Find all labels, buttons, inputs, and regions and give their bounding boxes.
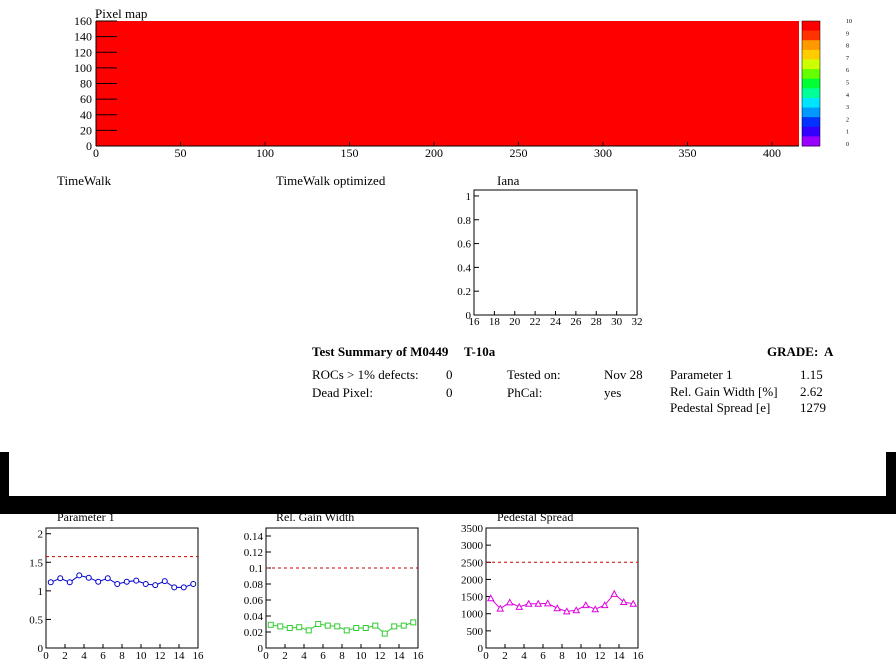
- grade-label: GRADE:: [767, 344, 819, 359]
- palette-swatch: [802, 79, 820, 89]
- pedestal-y-tick-label: 1500: [461, 591, 483, 604]
- gain-point: [268, 622, 273, 627]
- gain-point: [363, 626, 368, 631]
- timewalk-optimized-title: TimeWalk optimized: [276, 173, 386, 188]
- palette-swatch: [802, 98, 820, 108]
- gain-y-tick-label: 0.02: [243, 627, 263, 639]
- gain-point: [287, 626, 292, 631]
- pedestal-y-tick-label: 1000: [461, 608, 483, 621]
- pedestal-y-tick-label: 500: [466, 625, 483, 638]
- pixel-map-x-tick-label: 400: [762, 146, 781, 160]
- gain-point: [316, 622, 321, 627]
- palette-label: 2: [846, 117, 849, 124]
- pixel-map-x-tick-label: 100: [255, 146, 274, 160]
- summary-title: Test Summary of M0449: [312, 344, 449, 359]
- pixel-map-fill: [96, 21, 799, 146]
- iana-x-tick-label: 18: [488, 316, 500, 328]
- pixel-map-y-tick-label: 120: [74, 45, 92, 60]
- iana-chart: [455, 185, 655, 330]
- palette-swatch: [802, 88, 820, 98]
- grade-value: A: [824, 344, 834, 359]
- pedestal-x-tick-label: 6: [540, 650, 546, 662]
- palette-label: 7: [846, 55, 849, 62]
- gain-width-label: Rel. Gain Width [%]: [670, 384, 778, 399]
- gain-x-tick-label: 0: [263, 650, 269, 662]
- iana-x-tick-label: 22: [529, 316, 541, 328]
- gain-point: [335, 624, 340, 629]
- palette-swatch: [802, 31, 820, 41]
- palette-label: 3: [846, 105, 849, 112]
- gain-x-tick-label: 8: [339, 650, 345, 662]
- iana-x-tick-label: 16: [468, 316, 480, 328]
- palette-label: 9: [846, 31, 849, 38]
- separator-band: [0, 452, 896, 514]
- iana-y-tick-label: 0.2: [457, 286, 471, 299]
- param1-x-tick-label: 12: [154, 650, 166, 662]
- gain-point: [382, 631, 387, 636]
- pedestal-x-tick-label: 8: [559, 650, 565, 662]
- param1-x-tick-label: 14: [173, 650, 185, 662]
- summary-test: T-10a: [464, 344, 496, 359]
- gain-y-tick-label: 0.06: [243, 595, 263, 607]
- pedestal-plot: [450, 520, 650, 670]
- pedestal-spread-value: 1279: [800, 400, 826, 415]
- param1-x-tick-label: 2: [62, 650, 68, 662]
- pixel-map-x-tick-label: 250: [509, 146, 528, 160]
- iana-y-tick-label: 0: [465, 310, 471, 322]
- pedestal-frame: [486, 528, 638, 648]
- param1-point: [143, 582, 148, 587]
- pixel-map-x-tick-label: 300: [593, 146, 612, 160]
- pixel-map-x-tick-label: 50: [174, 146, 187, 160]
- gain-y-tick-label: 0.1: [249, 563, 263, 575]
- dead-pixel-label: Dead Pixel:: [312, 385, 374, 400]
- iana-x-tick-label: 24: [550, 316, 561, 328]
- param1-point: [172, 585, 177, 590]
- param1-x-tick-label: 8: [119, 650, 125, 662]
- gain-x-tick-label: 16: [412, 650, 424, 662]
- dead-pixel-value: 0: [446, 385, 453, 400]
- param1-point: [105, 576, 110, 581]
- iana-y-tick-label: 0.8: [457, 214, 471, 227]
- iana-x-tick-label: 30: [611, 316, 623, 328]
- param1-x-tick-label: 10: [135, 650, 147, 662]
- gain-width-value: 2.62: [800, 384, 823, 399]
- gain-point: [401, 623, 406, 628]
- param1-y-tick-label: 1: [37, 585, 43, 598]
- pixel-map-y-tick-label: 160: [74, 14, 92, 28]
- iana-title: Iana: [497, 173, 520, 188]
- param1-y-tick-label: 2: [37, 528, 43, 541]
- gain-y-tick-label: 0.12: [243, 547, 263, 559]
- pixel-map-y-tick-label: 20: [80, 123, 92, 138]
- gain-x-tick-label: 12: [374, 650, 386, 662]
- param1-value: 1.15: [800, 367, 823, 382]
- pedestal-x-tick-label: 14: [613, 650, 625, 662]
- palette-label: 8: [846, 43, 849, 50]
- pedestal-y-tick-label: 2500: [461, 557, 483, 570]
- param1-point: [124, 579, 129, 584]
- palette-swatch: [802, 108, 820, 118]
- pedestal-plot-title: Pedestal Spread: [497, 510, 574, 524]
- pixel-map-y-tick-label: 80: [80, 76, 92, 91]
- palette-swatch: [802, 117, 820, 127]
- pedestal-y-tick-label: 2000: [461, 574, 483, 587]
- param1-point: [134, 578, 139, 583]
- palette-label: 6: [846, 68, 849, 75]
- param1-point: [58, 576, 63, 581]
- param1-point: [191, 582, 196, 587]
- pixel-map-chart: [0, 0, 896, 165]
- gain-x-tick-label: 6: [320, 650, 326, 662]
- separator-band-inner: [9, 452, 886, 496]
- rocs-value: 0: [446, 367, 453, 382]
- pedestal-x-tick-label: 16: [632, 650, 644, 662]
- pedestal-x-tick-label: 2: [502, 650, 508, 662]
- gain-plot-title: Rel. Gain Width: [276, 510, 355, 524]
- param1-label: Parameter 1: [670, 367, 733, 382]
- param1-point: [115, 582, 120, 587]
- phcal-label: PhCal:: [507, 385, 543, 400]
- pedestal-x-tick-label: 0: [483, 650, 489, 662]
- iana-x-tick-label: 20: [509, 316, 521, 328]
- gain-x-tick-label: 14: [393, 650, 405, 662]
- gain-point: [297, 625, 302, 630]
- palette-swatch: [802, 21, 820, 31]
- gain-point: [344, 628, 349, 633]
- tested-on-label: Tested on:: [507, 367, 561, 382]
- gain-point: [278, 624, 283, 629]
- timewalk-title: TimeWalk: [57, 173, 112, 188]
- palette-swatch: [802, 40, 820, 50]
- pixel-map-y-tick-label: 0: [86, 139, 92, 153]
- iana-y-tick-label: 0.6: [457, 238, 471, 251]
- param1-x-tick-label: 4: [81, 650, 87, 662]
- gain-point: [306, 628, 311, 633]
- gain-point: [411, 620, 416, 625]
- param1-point: [153, 583, 158, 588]
- param1-x-tick-label: 6: [100, 650, 106, 662]
- gain-point: [354, 626, 359, 631]
- gain-x-tick-label: 10: [355, 650, 367, 662]
- palette-label: 5: [846, 80, 849, 87]
- palette-label: 1: [846, 129, 849, 136]
- pedestal-spread-label: Pedestal Spread [e]: [670, 400, 771, 415]
- gain-plot: [230, 520, 430, 670]
- iana-y-tick-label: 1: [465, 190, 471, 203]
- param1-point: [181, 585, 186, 590]
- tested-on-value: Nov 28: [604, 367, 643, 382]
- pixel-map-x-tick-label: 200: [424, 146, 443, 160]
- pixel-map-x-tick-label: 0: [93, 146, 99, 160]
- iana-x-tick-label: 26: [570, 316, 582, 328]
- pixel-map-y-tick-label: 140: [74, 29, 92, 44]
- palette-swatch: [802, 69, 820, 79]
- gain-point: [325, 623, 330, 628]
- param1-point: [77, 573, 82, 578]
- palette-label: 0: [846, 142, 849, 148]
- palette-swatch: [802, 127, 820, 137]
- pixel-map-y-tick-label: 100: [74, 60, 92, 75]
- iana-x-tick-label: 32: [631, 316, 643, 328]
- iana-x-tick-label: 28: [590, 316, 602, 328]
- pedestal-y-tick-label: 3000: [461, 540, 483, 553]
- param1-x-tick-label: 16: [192, 650, 204, 662]
- gain-point: [392, 624, 397, 629]
- gain-y-tick-label: 0.08: [243, 579, 263, 591]
- param1-plot-title: Parameter 1: [57, 510, 115, 524]
- param1-point: [67, 580, 72, 585]
- param1-point: [162, 579, 167, 584]
- palette-label: 4: [846, 92, 849, 99]
- palette-swatch: [802, 136, 820, 146]
- iana-frame: [474, 190, 637, 315]
- gain-x-tick-label: 2: [282, 650, 288, 662]
- param1-x-tick-label: 0: [43, 650, 49, 662]
- pixel-map-title: Pixel map: [95, 6, 148, 21]
- pixel-map-x-tick-label: 350: [678, 146, 697, 160]
- pedestal-x-tick-label: 4: [521, 650, 527, 662]
- param1-y-tick-label: 0: [37, 643, 43, 655]
- phcal-value: yes: [604, 385, 622, 400]
- iana-y-tick-label: 0.4: [457, 262, 471, 275]
- param1-y-tick-label: 1.5: [29, 557, 43, 570]
- pedestal-y-tick-label: 3500: [461, 523, 483, 535]
- param1-point: [96, 579, 101, 584]
- gain-y-tick-label: 0.14: [243, 531, 263, 543]
- gain-point: [373, 623, 378, 628]
- pixel-map-x-tick-label: 150: [340, 146, 359, 160]
- palette-swatch: [802, 59, 820, 69]
- pedestal-x-tick-label: 12: [594, 650, 606, 662]
- param1-plot: [10, 520, 210, 670]
- pedestal-y-tick-label: 0: [477, 643, 483, 655]
- param1-point: [86, 575, 91, 580]
- gain-y-tick-label: 0.04: [243, 611, 263, 623]
- pixel-map-y-tick-label: 40: [80, 107, 92, 122]
- palette-swatch: [802, 50, 820, 60]
- pedestal-x-tick-label: 10: [575, 650, 587, 662]
- palette-label: 10: [846, 19, 852, 25]
- gain-y-tick-label: 0: [257, 643, 263, 655]
- param1-y-tick-label: 0.5: [29, 614, 43, 627]
- gain-x-tick-label: 4: [301, 650, 307, 662]
- rocs-label: ROCs > 1% defects:: [312, 367, 419, 382]
- param1-point: [48, 580, 53, 585]
- pixel-map-y-tick-label: 60: [80, 92, 92, 107]
